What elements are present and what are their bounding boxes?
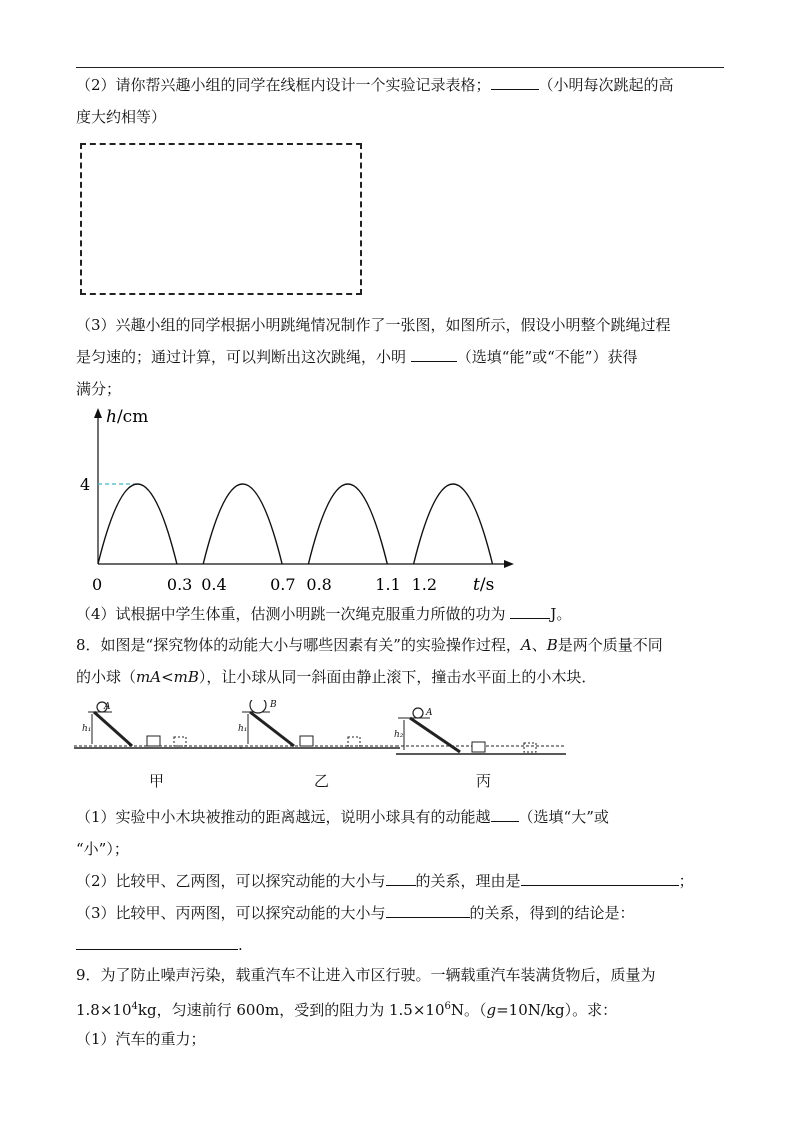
answer-blank[interactable] xyxy=(386,902,470,918)
ball-b-label: B xyxy=(546,636,558,654)
q8-text-tail: ），让小球从同一斜面由静止滚下，撞击水平面上的小木块． xyxy=(198,668,597,686)
ball-a-label: A xyxy=(520,636,532,654)
record-table-box[interactable] xyxy=(80,143,362,295)
q7-4-text: （4）试根据中学生体重，估测小明跳一次绳克服重力所做的功为 xyxy=(76,605,511,623)
q8-p3-line2 xyxy=(76,934,243,956)
q9-line1: 9．为了防止噪声污染，载重汽车不让进入市区行驶。一辆载重汽车装满货物后，质量为 xyxy=(76,966,656,984)
q9-g-val: =10N/kg）。求： xyxy=(496,1001,618,1019)
jump-arc-4 xyxy=(414,484,493,564)
block-moved-outline xyxy=(524,743,536,752)
q9-force-exp: 6 xyxy=(444,1001,451,1012)
x-axis-arrow xyxy=(504,560,514,568)
y-tick-label: 4 xyxy=(80,475,91,494)
jump-arc-3 xyxy=(308,484,387,564)
x-axis-label xyxy=(473,575,494,595)
jump-arc-1 xyxy=(98,484,177,564)
fig3-ball-label: A xyxy=(426,708,433,718)
wood-block xyxy=(147,736,160,746)
q7-3-text: 是匀速的；通过计算，可以判断出这次跳绳，小明 xyxy=(76,348,411,366)
q9-p1: （1）汽车的重力； xyxy=(76,1030,206,1048)
q8-text: 8．如图是“探究物体的动能大小与哪些因素有关”的实验操作过程， xyxy=(76,636,521,654)
q8-p3-end: . xyxy=(238,936,243,954)
ramp-figure-3 xyxy=(396,708,566,754)
x-axis-unit: /s xyxy=(479,575,495,595)
fig1-caption: 甲 xyxy=(149,772,165,790)
wood-block xyxy=(472,742,485,752)
q8-p1-text: （1）实验中小木块被推动的距离越远，说明小球具有的动能越 xyxy=(76,808,491,826)
q7-3-tail: （选填“能”或“不能”）获得 xyxy=(456,348,638,366)
q7-2-line2: 度大约相等） xyxy=(76,108,167,126)
fig3-caption: 丙 xyxy=(476,772,492,790)
fig1-height-label: h₁ xyxy=(82,724,92,734)
ramp xyxy=(94,712,132,746)
q8-p3-tail: 的关系，得到的结论是： xyxy=(469,904,635,922)
mass-relation: mA<mB xyxy=(136,668,199,686)
q8-p2-tail: ； xyxy=(678,872,694,890)
q7-2-text: （2）请你帮兴趣小组的同学在线框内设计一个实验记录表格； xyxy=(76,76,491,94)
x-tick-label: 0 xyxy=(92,575,103,594)
q8-p3-line1 xyxy=(76,902,635,924)
y-axis-var: h xyxy=(106,407,117,427)
answer-blank[interactable] xyxy=(510,603,550,619)
q8-p1-line1 xyxy=(76,806,609,828)
q7-4-unit: J。 xyxy=(550,605,572,623)
q7-2-tail: （小明每次跳起的高 xyxy=(538,76,674,94)
fig2-caption: 乙 xyxy=(314,772,330,790)
fig3-height-label: h₂ xyxy=(394,730,404,740)
q8-p3-text: （3）比较甲、丙两图，可以探究动能的大小与 xyxy=(76,904,386,922)
x-tick-label: 1.1 xyxy=(375,575,401,594)
x-tick-label: 0.7 xyxy=(270,575,296,594)
q8-comma: 、 xyxy=(531,636,547,654)
y-axis-label xyxy=(106,407,148,427)
q8-p2-mid: 的关系，理由是 xyxy=(415,872,521,890)
q7-4-line xyxy=(76,603,571,625)
wood-block xyxy=(300,736,313,746)
block-moved-outline xyxy=(348,737,360,746)
q9-mass-unit: kg，匀速前行 600m，受到的阻力为 1.5×10 xyxy=(137,1001,445,1019)
ball-icon xyxy=(250,700,266,713)
q8-text: 的小球（ xyxy=(76,668,137,686)
q9-line2 xyxy=(76,996,617,1021)
q9-mass: 1.8×10 xyxy=(76,1001,132,1019)
q8-line2 xyxy=(76,666,596,688)
q7-3-line2 xyxy=(76,346,637,368)
experiment-figures xyxy=(74,700,570,794)
q8-text-tail: 是两个质量不同 xyxy=(557,636,663,654)
ramp xyxy=(250,712,294,746)
q7-3-line1: （3）兴趣小组的同学根据小明跳绳情况制作了一张图，如图所示，假设小明整个跳绳过程 xyxy=(76,316,671,334)
x-axis-var: t xyxy=(473,575,480,595)
q8-line1 xyxy=(76,634,663,656)
q8-p2-text: （2）比较甲、乙两图，可以探究动能的大小与 xyxy=(76,872,386,890)
q9-g: g xyxy=(486,1001,497,1019)
ramp-figure-2 xyxy=(240,700,400,748)
x-tick-label: 1.2 xyxy=(411,575,438,594)
answer-blank[interactable] xyxy=(76,934,238,950)
answer-blank[interactable] xyxy=(521,870,679,886)
x-tick-label: 0.3 xyxy=(166,575,193,594)
jump-arc-2 xyxy=(203,484,282,564)
q9-mass-exp: 4 xyxy=(131,1001,138,1012)
ramp xyxy=(410,718,460,752)
answer-blank[interactable] xyxy=(491,74,539,90)
q8-p1-line2: “小”）； xyxy=(76,840,129,858)
answer-blank[interactable] xyxy=(386,870,416,886)
y-axis-unit: /cm xyxy=(116,407,149,427)
x-tick-label: 0.8 xyxy=(306,575,332,594)
answer-blank[interactable] xyxy=(411,346,457,362)
fig2-height-label: h₁ xyxy=(238,724,248,734)
q9-force-unit: N。（ xyxy=(450,1001,487,1019)
jump-height-chart xyxy=(70,400,530,595)
q7-2-line1 xyxy=(76,74,674,96)
block-moved-outline xyxy=(174,737,186,746)
x-tick-label: 0.4 xyxy=(201,575,227,594)
answer-blank[interactable] xyxy=(491,806,519,822)
ball-icon xyxy=(413,708,423,718)
fig1-ball-label: A xyxy=(104,702,111,712)
ramp-figure-1 xyxy=(74,702,242,748)
fig2-ball-label: B xyxy=(270,700,277,710)
q7-3-line3: 满分； xyxy=(76,380,122,398)
y-axis-arrow xyxy=(94,408,102,418)
q8-p2-line xyxy=(76,870,694,892)
top-rule xyxy=(76,67,724,68)
q8-p1-tail: （选填“大”或 xyxy=(518,808,609,826)
